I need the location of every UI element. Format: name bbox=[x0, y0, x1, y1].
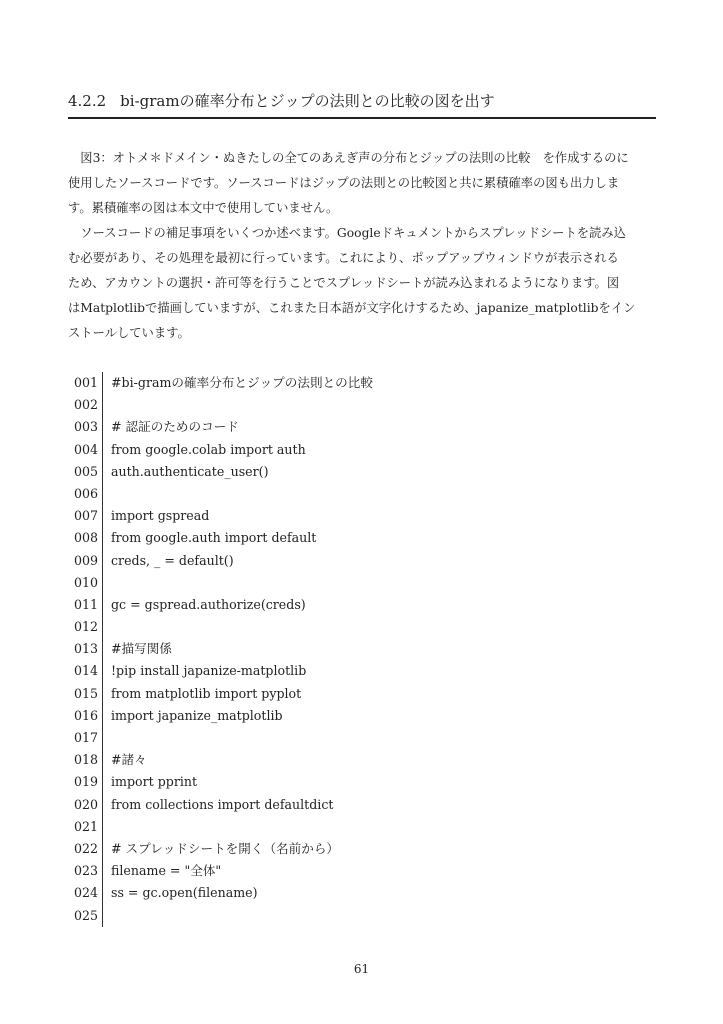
line-separator bbox=[102, 727, 103, 749]
code-text: from google.colab import auth bbox=[111, 441, 306, 457]
line-number: 019 bbox=[74, 774, 99, 790]
line-number: 004 bbox=[74, 441, 99, 457]
code-text: auth.authenticate_user() bbox=[111, 463, 269, 479]
paragraph-line: む必要があり、その処理を最初に行っています。これにより、ポップアップウィンドウが表示される bbox=[68, 251, 619, 265]
code-line bbox=[74, 660, 373, 682]
line-separator bbox=[102, 771, 103, 793]
code-text: #bi-gramの確率分布とジップの法則との比較 bbox=[111, 375, 373, 390]
line-number: 025 bbox=[74, 907, 99, 923]
code-text: import japanize_matplotlib bbox=[111, 707, 283, 723]
paragraph-line: す。累積確率の図は本文中で使用していません。 bbox=[68, 201, 339, 215]
code-text: import pprint bbox=[111, 774, 198, 790]
line-number: 012 bbox=[74, 619, 99, 635]
code-line bbox=[74, 439, 373, 461]
line-number: 005 bbox=[74, 463, 99, 479]
line-number: 023 bbox=[74, 863, 99, 879]
line-separator bbox=[102, 838, 103, 860]
line-separator bbox=[102, 705, 103, 727]
line-separator bbox=[102, 594, 103, 616]
code-line bbox=[74, 572, 373, 594]
code-text: !pip install japanize-matplotlib bbox=[111, 663, 307, 679]
code-line bbox=[74, 638, 373, 660]
line-separator bbox=[102, 616, 103, 638]
line-number: 018 bbox=[74, 752, 99, 768]
line-separator bbox=[102, 416, 103, 438]
line-number: 020 bbox=[74, 796, 99, 812]
paragraph-line: 使用したソースコードです。ソースコードはジップの法則との比較図と共に累積確率の図も出力しま bbox=[68, 176, 620, 190]
line-number: 021 bbox=[74, 818, 99, 834]
code-line bbox=[74, 527, 373, 549]
code-text: filename = "全体" bbox=[111, 863, 222, 879]
line-separator bbox=[102, 372, 103, 394]
code-line bbox=[74, 616, 373, 638]
section-heading bbox=[68, 90, 495, 111]
page-number: 61 bbox=[353, 962, 370, 976]
code-text: import gspread bbox=[111, 508, 210, 524]
code-text: from collections import defaultdict bbox=[111, 796, 334, 812]
code-text: #諸々 bbox=[111, 752, 147, 768]
line-separator bbox=[102, 660, 103, 682]
heading-rule bbox=[68, 117, 656, 119]
line-separator bbox=[102, 483, 103, 505]
line-number: 001 bbox=[74, 375, 99, 390]
line-separator bbox=[102, 394, 103, 416]
code-line bbox=[74, 594, 373, 616]
line-separator bbox=[102, 461, 103, 483]
line-separator bbox=[102, 527, 103, 549]
code-line bbox=[74, 727, 373, 749]
code-line bbox=[74, 461, 373, 483]
line-number: 016 bbox=[74, 707, 99, 723]
line-separator bbox=[102, 816, 103, 838]
code-line bbox=[74, 749, 373, 771]
line-number: 002 bbox=[74, 397, 99, 413]
code-text: creds, _ = default() bbox=[111, 552, 234, 568]
code-line bbox=[74, 838, 373, 860]
paragraph-line: 図3：オトメ＊ドメイン・ぬきたしの全てのあえぎ声の分布とジップの法則の比較 を作成するのに bbox=[68, 151, 629, 165]
code-line bbox=[74, 905, 373, 927]
line-separator bbox=[102, 683, 103, 705]
line-number: 022 bbox=[74, 840, 99, 856]
paragraph-line: ため、アカウントの選択・許可等を行うことでスプレッドシートが読み込まれるようになります。図 bbox=[68, 276, 620, 290]
line-number: 014 bbox=[74, 663, 99, 679]
line-number: 007 bbox=[74, 508, 99, 524]
paragraph-line: はMatplotlibで描画していますが、これまた日本語が文字化けするため、japanize_matplotlibをイン bbox=[68, 301, 636, 315]
code-line bbox=[74, 372, 373, 394]
code-line bbox=[74, 483, 373, 505]
code-line bbox=[74, 794, 373, 816]
line-number: 013 bbox=[74, 641, 99, 657]
code-listing bbox=[74, 372, 373, 927]
code-text: from matplotlib import pyplot bbox=[111, 685, 302, 701]
code-text: ss = gc.open(filename) bbox=[111, 885, 258, 901]
paragraph-line: ストールしています。 bbox=[68, 326, 190, 340]
code-line bbox=[74, 394, 373, 416]
line-number: 008 bbox=[74, 530, 99, 546]
line-number: 010 bbox=[74, 574, 99, 590]
line-separator bbox=[102, 749, 103, 771]
line-separator bbox=[102, 882, 103, 904]
code-line bbox=[74, 816, 373, 838]
code-line bbox=[74, 705, 373, 727]
line-separator bbox=[102, 860, 103, 882]
section-title: bi-gramの確率分布とジップの法則との比較の図を出す bbox=[120, 92, 495, 110]
code-line bbox=[74, 550, 373, 572]
line-separator bbox=[102, 505, 103, 527]
line-separator bbox=[102, 439, 103, 461]
code-line bbox=[74, 860, 373, 882]
code-line bbox=[74, 771, 373, 793]
line-number: 003 bbox=[74, 419, 99, 435]
body-paragraph bbox=[68, 146, 658, 346]
line-number: 017 bbox=[74, 730, 99, 745]
code-line bbox=[74, 505, 373, 527]
code-text: #描写関係 bbox=[111, 641, 172, 657]
code-text: # 認証のためのコード bbox=[111, 419, 239, 435]
line-number: 024 bbox=[74, 885, 99, 901]
code-text: from google.auth import default bbox=[111, 530, 317, 546]
section-number: 4.2.2 bbox=[68, 92, 107, 110]
code-line bbox=[74, 416, 373, 438]
line-number: 015 bbox=[74, 685, 99, 701]
code-line bbox=[74, 683, 373, 705]
code-line bbox=[74, 882, 373, 904]
line-separator bbox=[102, 794, 103, 816]
code-text: gc = gspread.authorize(creds) bbox=[111, 596, 306, 612]
line-number: 006 bbox=[74, 485, 99, 501]
line-separator bbox=[102, 638, 103, 660]
line-number: 011 bbox=[74, 596, 99, 612]
code-text: # スプレッドシートを開く（名前から） bbox=[111, 840, 340, 856]
line-separator bbox=[102, 550, 103, 572]
paragraph-line: ソースコードの補足事項をいくつか述べます。Googleドキュメントからスプレッドシートを読み込 bbox=[68, 226, 626, 240]
line-separator bbox=[102, 572, 103, 594]
line-separator bbox=[102, 905, 103, 927]
line-number: 009 bbox=[74, 552, 99, 568]
